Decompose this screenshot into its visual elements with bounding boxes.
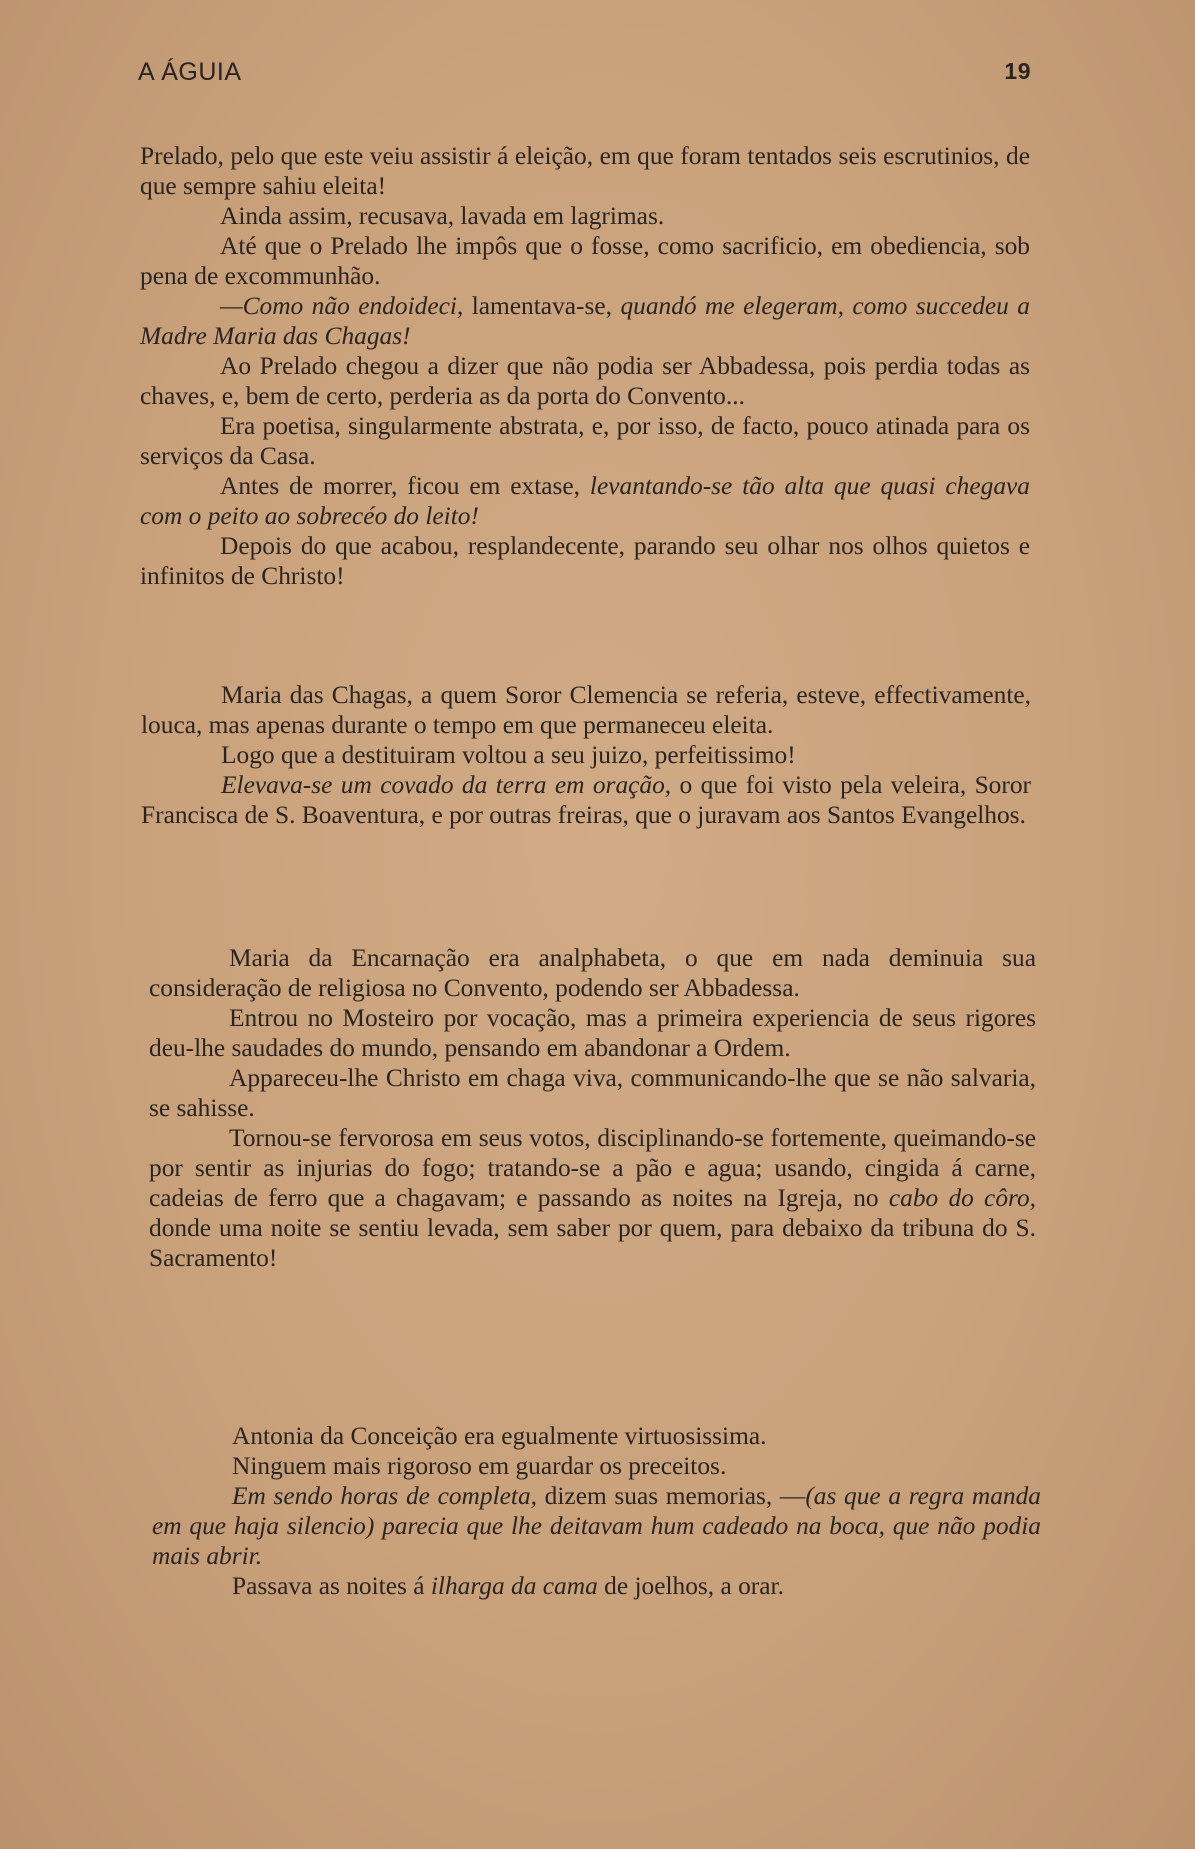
italic-span: quandó me elegeram, como succedeu a Madre Maria das Chagas! (140, 292, 1030, 350)
paragraph (152, 1481, 1041, 1571)
paragraph: Ao Prelado chegou a dizer que não podia ser Abbadessa, pois perdia todas as chaves, e, bem de certo, perderia as da porta do Convento... (140, 352, 1030, 410)
paragraph (140, 471, 1030, 531)
running-head (138, 58, 1031, 94)
paragraph (149, 1123, 1036, 1273)
paragraph: Ninguem mais rigoroso em guardar os preceitos. (232, 1452, 727, 1480)
italic-span: (as que a regra manda em que haja silencio) parecia que lhe deitavam hum cadeado na boca, que não podia mais abrir. (152, 1482, 1041, 1570)
text-section-1 (140, 141, 1030, 591)
paragraph (152, 1571, 1041, 1601)
page-number: 19 (1004, 58, 1031, 84)
italic-span: Em sendo horas de completa, (232, 1482, 537, 1510)
journal-title: A ÁGUIA (138, 58, 242, 86)
paragraph (140, 291, 1030, 351)
italic-span: ilharga da cama (430, 1572, 598, 1600)
text-span: Tornou-se fervorosa em seus votos, disciplinando-se fortemente, queimando-se por sentir as injurias do fogo; tratando-se a pão e agua; usando, cingida á carne, cadeias de ferro que a chagavam; e passando as noites na Igreja, no (149, 1124, 1036, 1212)
text-span: Antes de morrer, ficou em extase, (220, 472, 590, 500)
paragraph: Depois do que acabou, resplandecente, parando seu olhar nos olhos quietos e infinitos de Christo! (140, 532, 1030, 590)
text-span: donde uma noite se sentiu levada, sem saber por quem, para debaixo da tribuna do S. Sacramento! (149, 1214, 1036, 1272)
italic-span: levantando-se tão alta que quasi chegava com o peito ao sobrecéo do leito! (140, 472, 1030, 530)
paragraph: Até que o Prelado lhe impôs que o fosse, como sacrificio, em obediencia, sob pena de excommunhão. (140, 232, 1030, 290)
paragraph (141, 770, 1031, 830)
paragraph: Logo que a destituiram voltou a seu juizo, perfeitissimo! (221, 741, 796, 769)
paragraph: Prelado, pelo que este veiu assistir á eleição, em que foram tentados seis escrutinios, de que sempre sahiu eleita! (140, 142, 1030, 200)
text-section-4 (152, 1421, 1041, 1601)
italic-span: —Como não endoideci, (220, 292, 464, 320)
text-span: de joelhos, a orar. (597, 1572, 784, 1600)
text-span: Passava as noites á (232, 1572, 431, 1600)
paragraph: Maria das Chagas, a quem Soror Clemencia se referia, esteve, effectivamente, louca, mas apenas durante o tempo em que permaneceu eleita. (141, 681, 1031, 739)
paragraph: Entrou no Mosteiro por vocação, mas a primeira experiencia de seus rigores deu-lhe saudades do mundo, pensando em abandonar a Ordem. (149, 1004, 1036, 1062)
text-section-2 (141, 680, 1031, 830)
text-span: o que foi visto pela veleira, Soror Francisca de S. Boaventura, e por outras freiras, que o juravam aos Santos Evangelhos. (141, 771, 1031, 829)
paragraph: Appareceu-lhe Christo em chaga viva, communicando-lhe que se não salvaria, se sahisse. (149, 1064, 1036, 1122)
text-section-3 (149, 943, 1036, 1273)
text-span: lamentava-se, (463, 292, 621, 320)
paragraph: Antonia da Conceição era egualmente virtuosissima. (232, 1422, 767, 1450)
text-span: dizem suas memorias, — (537, 1482, 806, 1510)
italic-span: cabo do côro, (888, 1184, 1036, 1212)
italic-span: Elevava-se um covado da terra em oração, (221, 771, 672, 799)
paragraph: Maria da Encarnação era analphabeta, o que em nada deminuia sua consideração de religiosa no Convento, podendo ser Abbadessa. (149, 944, 1036, 1002)
paragraph: Era poetisa, singularmente abstrata, e, por isso, de facto, pouco atinada para os serviços da Casa. (140, 412, 1030, 470)
paragraph: Ainda assim, recusava, lavada em lagrimas. (220, 202, 665, 230)
